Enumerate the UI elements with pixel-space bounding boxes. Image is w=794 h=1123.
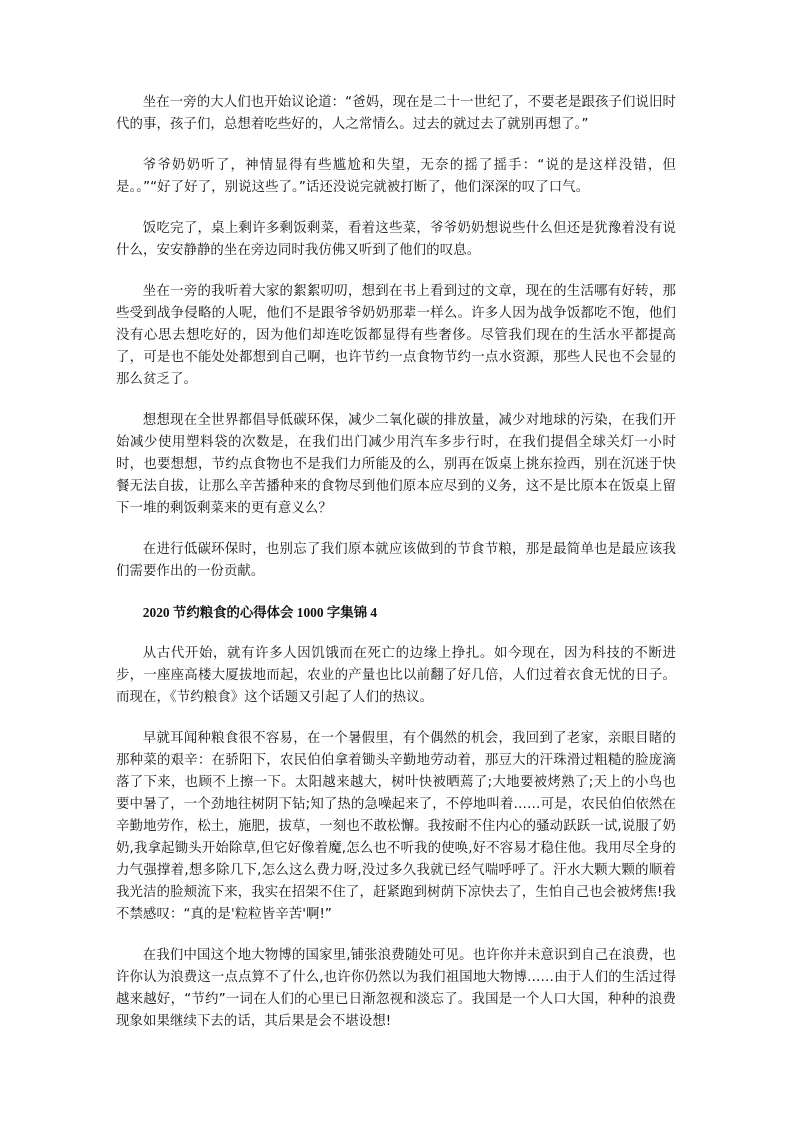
- section-heading: 2020 节约粮食的心得体会 1000 字集锦 4: [142, 605, 378, 620]
- paragraph-waste-warning: 在我们中国这个地大物博的国家里,铺张浪费随处可见。也许你并未意识到自己在浪费，也许你认为浪费这一点点算不了什么,也许你仍然以为我们祖国地大物博……由于人们的生活过得越来越好，“节约”一词在人们的心里已日渐忽视和淡忘了。我国是一个人口大国，种种的浪费现象如果继续下去的话，其后果是会不堪设想!: [116, 948, 676, 1029]
- paragraph-war-reflection: 坐在一旁的我听着大家的絮絮叨叨，想到在书上看到过的文章，现在的生活哪有好转，那些受到战争侵略的人呢，他们不是跟爷爷奶奶那辈一样么。许多人因为战争饭都吃不饱，他们没有心思去想吃好的，因为他们却连吃饭都显得有些奢侈。尽管我们现在的生活水平都提高了，可是也不能处处都想到自己啊，也许节约一点食物节约一点水资源，那些人民也不会显的那么贫乏了。: [116, 284, 676, 387]
- paragraph-farming-experience: 早就耳闻种粮食很不容易，在一个暑假里，有个偶然的机会，我回到了老家，亲眼目睹的那种菜的艰辛：在骄阳下，农民伯伯拿着锄头辛勤地劳动着，那豆大的汗珠滑过粗糙的脸庞滴落了下来，也顾不上擦一下。太阳越来越大，树叶快被晒蔫了;大地要被烤熟了;天上的小鸟也要中暑了，一个劲地往树阴下钻;知了热的急噪起来了，不停地叫着……可是，农民伯伯依然在辛勤地劳作，松土，施肥，拔草，一刻也不敢松懈。我按耐不住内心的骚动跃跃一试,说服了奶奶,我拿起锄头开始除草,但它好像着魔,怎么也不听我的使唤,好不容易才稳住他。我用尽全身的力气强撑着,想多除几下,怎么这么费力呀,没过多久我就已经气喘呼呼了。汗水大颗大颗的顺着我光洁的脸颊流下来，我实在招架不住了，赶紧跑到树荫下凉快去了，生怕自己也会被烤焦!我不禁感叹：“真的是'粒粒皆辛苦'啊!”: [116, 731, 676, 922]
- paragraph-ancient-hunger: 从古代开始，就有许多人因饥饿而在死亡的边缘上挣扎。如今现在，因为科技的不断进步，一座座高楼大厦拔地而起，农业的产量也比以前翻了好几倍，人们过着衣食无忧的日子。而现在，《节约粮食》这个话题又引起了人们的热议。: [116, 646, 676, 705]
- paragraph-adults-discussion: 坐在一旁的大人们也开始议论道：“爸妈，现在是二十一世纪了，不要老是跟孩子们说旧时代的事，孩子们，总想着吃些好的，人之常情么。过去的就过去了就别再想了。”: [116, 95, 676, 132]
- paragraph-low-carbon: 想想现在全世界都倡导低碳环保，减少二氧化碳的排放量，减少对地球的污染，在我们开始减少使用塑料袋的次数是，在我们出门减少用汽车多步行时，在我们提倡全球关灯一小时时，也要想想，节约点食物也不是我们力所能及的么，别再在饭桌上挑东捡西，别在沉迷于快餐无法自拔，让那么辛苦播种来的食物尽到他们原本应尽到的义务，这不是比原本在饭桌上留下一堆的剩饭剩菜来的更有意义么？: [116, 413, 676, 516]
- document-page: [116, 92, 676, 1052]
- paragraph-grandparents-reaction: 爷爷奶奶听了，神情显得有些尴尬和失望，无奈的摇了摇手：“说的是这样没错，但是。。”“好了好了，别说这些了。”话还没说完就被打断了，他们深深的叹了口气。: [116, 158, 676, 195]
- paragraph-leftover-food: 饭吃完了，桌上剩许多剩饭剩菜，看着这些菜，爷爷奶奶想说些什么但还是犹豫着没有说什么，安安静静的坐在旁边同时我仿佛又听到了他们的叹息。: [116, 221, 676, 258]
- paragraph-contribution: 在进行低碳环保时，也别忘了我们原本就应该做到的节食节粮，那是最简单也是最应该我们需要作出的一份贡献。: [116, 542, 676, 579]
